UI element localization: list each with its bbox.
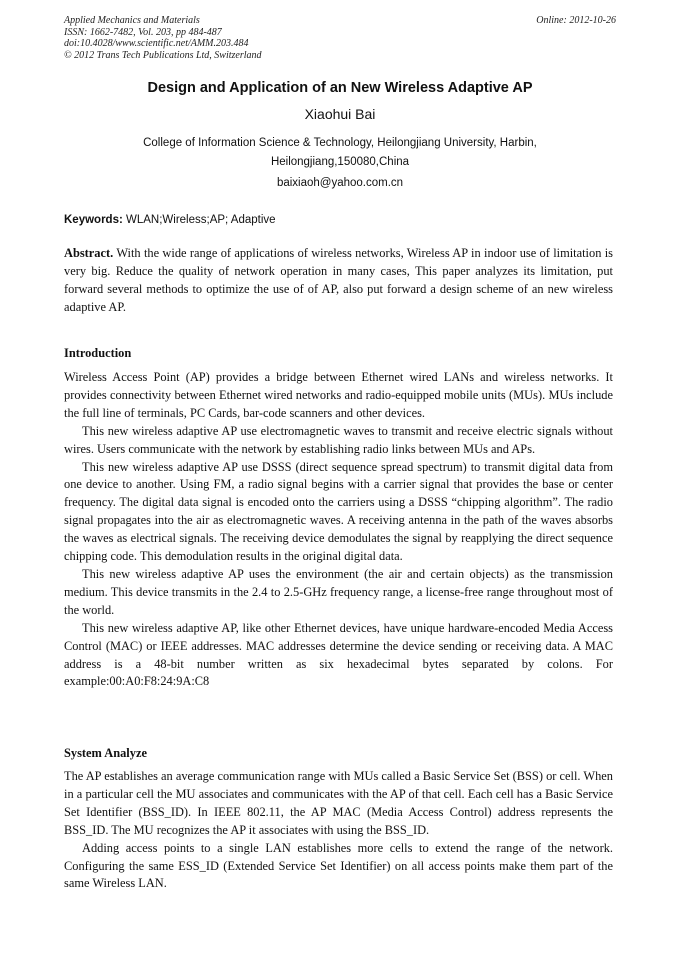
introduction-section <box>64 369 613 691</box>
keywords-text: WLAN;Wireless;AP; Adaptive <box>122 214 276 226</box>
section-heading-system-analyze: System Analyze <box>64 746 147 760</box>
paragraph: The AP establishes an average communication range with MUs called a Basic Service Set (BSS) or cell. When in a particular cell the MU associates and communicates with the AP of that cell. Each cell has a Basic Service Set Identifier (BSS_ID). In IEEE 802.11, the AP MAC (Media Access Control) address represents the BSS_ID. The MU recognizes the AP it associates with using the BSS_ID. <box>64 769 613 837</box>
paragraph: This new wireless adaptive AP, like other Ethernet devices, have unique hardware-encoded Media Access Control (MAC) or IEEE addresses. MAC addresses determine the device sending or receiving data. A MAC address is a 48-bit number written as six hexadecimal bytes separated by colons. For example:00:A0:F8:24:9A:C8 <box>64 620 613 689</box>
copyright-line: © 2012 Trans Tech Publications Ltd, Switzerland <box>64 49 262 61</box>
keywords-label: Keywords: <box>64 214 123 226</box>
paragraph: This new wireless adaptive AP uses the environment (the air and certain objects) as the transmission medium. This device transmits in the 2.4 to 2.5-GHz frequency range, a license-free range throughout most of the world. <box>64 566 613 617</box>
paragraph: This new wireless adaptive AP use electromagnetic waves to transmit and receive electric signals without wires. Users communicate with the network by establishing radio links between MUs and APs. <box>64 423 613 456</box>
paragraph: Wireless Access Point (AP) provides a bridge between Ethernet wired LANs and wireless networks. It provides connectivity between Ethernet wired networks and radio-equipped mobile units (MUs). MUs include the full line of terminals, PC Cards, bar-code scanners and other devices. <box>64 370 613 420</box>
journal-name: Applied Mechanics and Materials <box>64 15 200 26</box>
online-date: Online: 2012-10-26 <box>536 15 616 26</box>
doi-line: doi:10.4028/www.scientific.net/AMM.203.484 <box>64 38 249 49</box>
paragraph: Adding access points to a single LAN establishes more cells to extend the range of the network. Configuring the same ESS_ID (Extended Service Set Identifier) on all access points make them part of the same Wireless LAN. <box>64 840 613 891</box>
paragraph: This new wireless adaptive AP use DSSS (direct sequence spread spectrum) to transmit digital data from one device to another. Using FM, a radio signal begins with a carrier signal that provides the base or center frequency. The digital data signal is encoded onto the carriers using a DSSS “chipping algorithm”. The radio signal propagates into the air as electromagnetic waves. A receiving antenna in the path of the waves absorbs the waves as electrical signals. The receiving device demodulates the signal by reapplying the direct sequence chipping code. This demodulation results in the original digital data. <box>64 459 613 564</box>
journal-header <box>64 15 616 61</box>
system-analyze-section <box>64 768 613 893</box>
keywords <box>64 214 616 226</box>
author-name: Xiaohui Bai <box>304 106 376 122</box>
abstract <box>64 245 613 317</box>
author-affiliation: College of Information Science & Technology, Heilongjiang University, Harbin, Heilongjiang,150080,China <box>143 137 537 168</box>
section-heading-introduction: Introduction <box>64 346 132 360</box>
abstract-text: With the wide range of applications of wireless networks, Wireless AP in indoor use of limitation is very big. Reduce the quality of network operation in many cases, This paper analyzes its limitation, put forward several methods to optimize the use of of AP, also put forward a design scheme of an new wireless adaptive AP. <box>64 246 613 314</box>
issn-line: ISSN: 1662-7482, Vol. 203, pp 484-487 <box>64 26 222 38</box>
abstract-label: Abstract. <box>64 246 114 260</box>
paper-title: Design and Application of an New Wireless Adaptive AP <box>147 80 533 96</box>
author-email: baixiaoh@yahoo.com.cn <box>276 177 404 189</box>
